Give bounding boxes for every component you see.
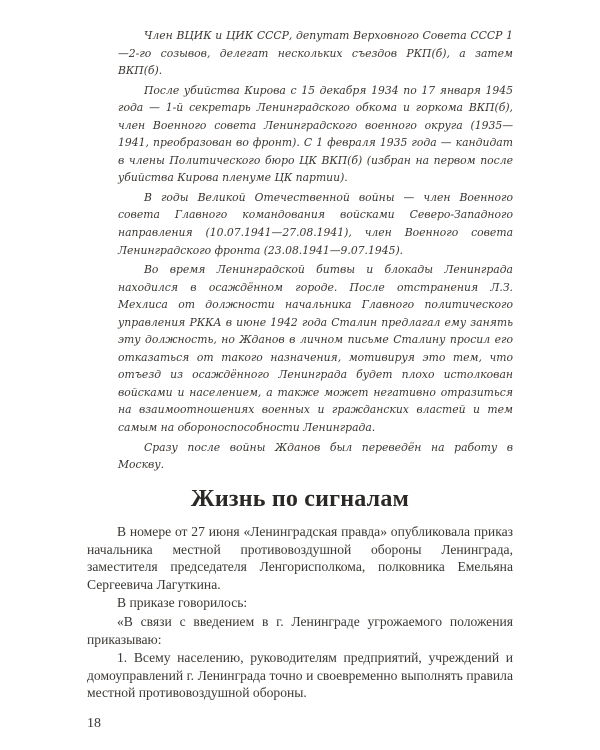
bio-paragraph-3: В годы Великой Отечественной войны — член Военного совета Главного командования войсками Северо-Западного направления (10.07.1941—27.08.1941), член Военного совета Ленинградского фронта (23.08.1941—9.07.1945). [118, 190, 513, 257]
body-text-block [87, 523, 513, 702]
body-paragraph-2: В приказе говорилось: [117, 595, 248, 611]
bio-paragraph-1: Член ВЦИК и ЦИК СССР, депутат Верховного Совета СССР 1—2-го созывов, делегат нескольких съездов РКП(б), а затем ВКП(б). [118, 29, 513, 78]
bio-paragraph-5: Сразу после войны Жданов был переведён на работу в Москву. [118, 440, 513, 472]
section-title: Жизнь по сигналам [190, 486, 410, 512]
bio-paragraph-4: Во время Ленинградской битвы и блокады Ленинграда находился в осаждённом городе. После отстранения Л.З. Мехлиса от должности начальника Главного политического управления РККА в июне 1942 года Сталин предлагал ему занять эту должность, но Жданов в личном письме Сталину просил его отказаться от такого назначения, мотивируя это тем, что отъезд из осаждённого Ленинграда будет плохо истолкован войсками и населением, а также может негативно отразиться на взаимоотношениях военных и гражданских властей и тем самым на обороноспособности Ленинграда. [118, 263, 513, 435]
body-paragraph-3: «В связи с введением в г. Ленинграде угрожаемого положения приказываю: [87, 613, 513, 647]
body-paragraph-1: В номере от 27 июня «Ленинградская правда» опубликовала приказ начальника местной противовоздушной обороны Ленинграда, заместителя председателя Ленгорисполкома, полковника Емельяна Сергеевича Лагуткина. [87, 524, 513, 592]
bio-paragraph-2: После убийства Кирова с 15 декабря 1934 по 17 января 1945 года — 1-й секретарь Ленинградского обкома и горкома ВКП(б), член Военного совета Ленинградского военного округа (1935—1941, преобразован во фронт). С 1 февраля 1935 года — кандидат в члены Политического бюро ЦК ВКП(б) (избран на первом после убийства Кирова пленуме ЦК партии). [118, 83, 513, 185]
page-number: 18 [87, 716, 101, 731]
biography-block [118, 27, 513, 474]
body-paragraph-4: 1. Всему населению, руководителям предприятий, учреждений и домоуправлений г. Ленинграда точно и своевременно выполнять правила местной противовоздушной обороны. [87, 650, 513, 701]
